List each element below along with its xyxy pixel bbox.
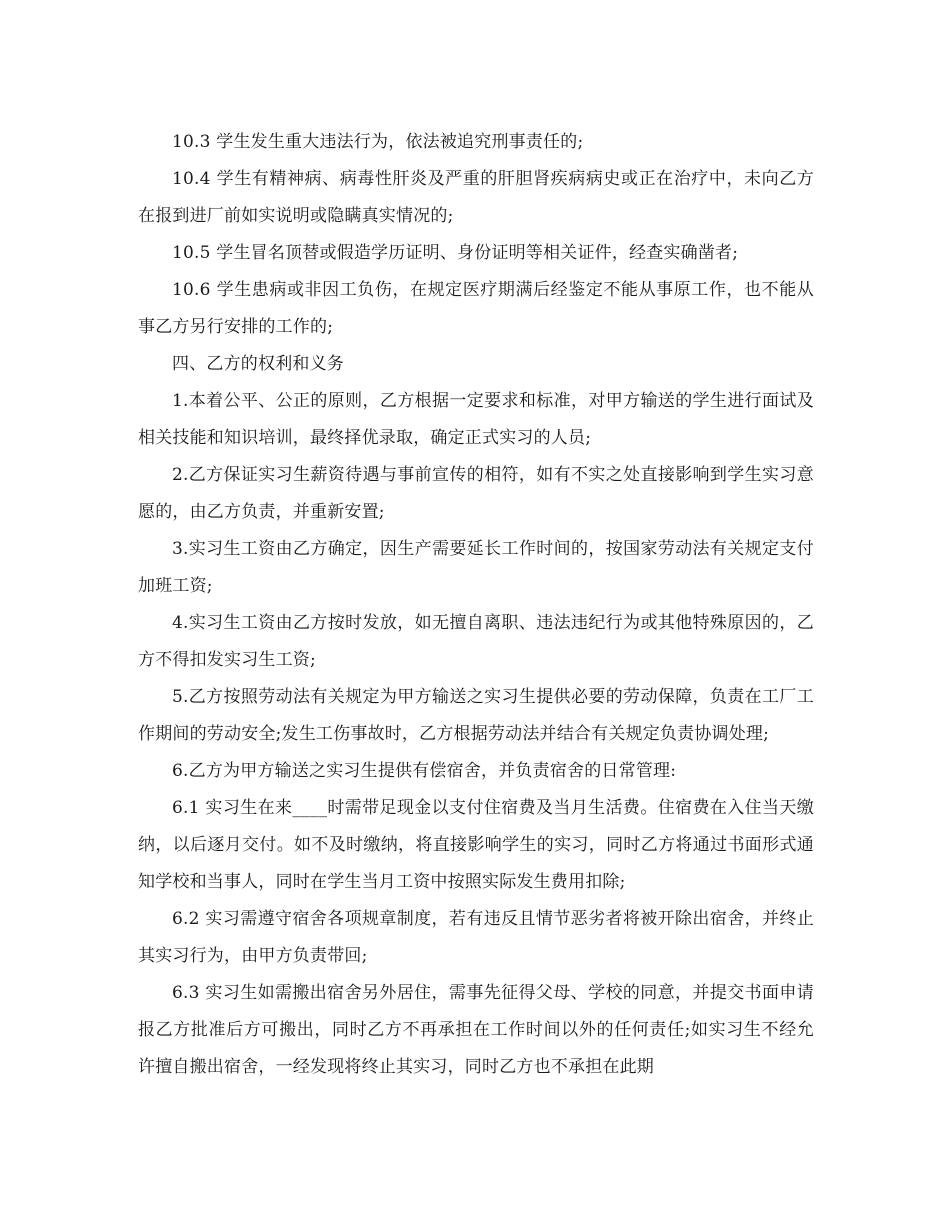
clause-2: 2.乙方保证实习生薪资待遇与事前宣传的相符，如有不实之处直接影响到学生实习意愿的，由乙方负责，并重新安置; bbox=[138, 465, 814, 522]
clause-1: 1.本着公平、公正的原则，乙方根据一定要求和标准，对甲方输送的学生进行面试及相关技能和知识培训，最终择优录取，确定正式实习的人员; bbox=[138, 391, 814, 448]
clause-6-2: 6.2 实习需遵守宿舍各项规章制度，若有违反且情节恶劣者将被开除出宿舍，并终止其实习行为，由甲方负责带回; bbox=[138, 909, 814, 966]
clause-4: 4.实习生工资由乙方按时发放，如无擅自离职、违法违纪行为或其他特殊原因的，乙方不得扣发实习生工资; bbox=[138, 613, 814, 670]
clause-6-3: 6.3 实习生如需搬出宿舍另外居住，需事先征得父母、学校的同意，并提交书面申请报乙方批准后方可搬出，同时乙方不再承担在工作时间以外的任何责任;如实习生不经允许擅自搬出宿舍，一经发现将终止其实习，同时乙方也不承担在此期 bbox=[138, 983, 814, 1077]
clause-6-1: 6.1 实习生在来____时需带足现金以支付住宿费及当月生活费。住宿费在入住当天缴纳，以后逐月交付。如不及时缴纳，将直接影响学生的实习，同时乙方将通过书面形式通知学校和当事人，同时在学生当月工资中按照实际发生费用扣除; bbox=[138, 798, 814, 892]
clause-3: 3.实习生工资由乙方确定，因生产需要延长工作时间的，按国家劳动法有关规定支付加班工资; bbox=[138, 539, 814, 596]
clause-10-5: 10.5 学生冒名顶替或假造学历证明、身份证明等相关证件，经查实确凿者; bbox=[172, 243, 739, 263]
document-body bbox=[138, 124, 814, 1086]
clause-10-3: 10.3 学生发生重大违法行为，依法被追究刑事责任的; bbox=[172, 132, 584, 152]
clause-5: 5.乙方按照劳动法有关规定为甲方输送之实习生提供必要的劳动保障，负责在工厂工作期间的劳动安全;发生工伤事故时，乙方根据劳动法并结合有关规定负责协调处理; bbox=[138, 687, 814, 744]
clause-10-6: 10.6 学生患病或非因工负伤，在规定医疗期满后经鉴定不能从事原工作，也不能从事乙方另行安排的工作的; bbox=[138, 280, 814, 337]
clause-6: 6.乙方为甲方输送之实习生提供有偿宿舍，并负责宿舍的日常管理: bbox=[172, 761, 677, 781]
section-heading-party-b-rights: 四、乙方的权利和义务 bbox=[172, 354, 344, 374]
clause-10-4: 10.4 学生有精神病、病毒性肝炎及严重的肝胆肾疾病病史或正在治疗中，未向乙方在报到进厂前如实说明或隐瞒真实情况的; bbox=[138, 169, 814, 226]
